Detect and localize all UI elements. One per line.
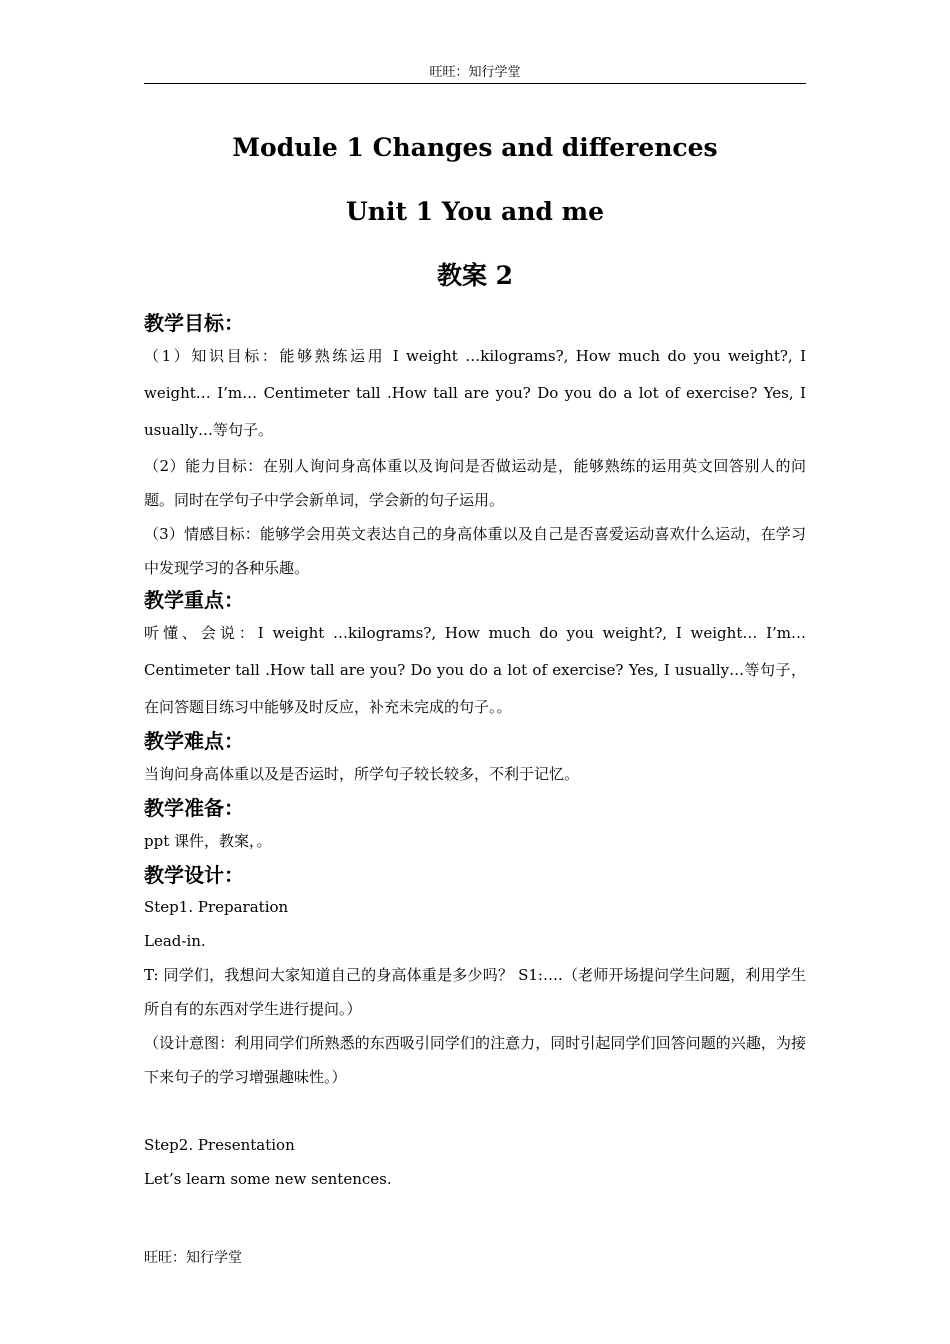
lead-in-label: Lead-in. — [144, 932, 206, 950]
blank-line — [144, 1094, 806, 1128]
design-heading: 教学设计： — [144, 863, 244, 887]
header-rule — [144, 83, 806, 84]
difficulties-text: 当询问身高体重以及是否运时，所学句子较长较多，不利于记忆。 — [144, 765, 580, 783]
step1-label: Step1. Preparation — [144, 898, 289, 916]
page-header: 旺旺：知行学堂 — [429, 65, 521, 80]
teacher-question: T: 同学们，我想问大家知道自己的身高体重是多少吗？ S1:….（老师开场提问学生问题，利用学生所自有的东西对学生进行提问。） — [144, 966, 806, 1018]
document-body — [144, 128, 806, 1196]
page-footer: 旺旺：知行学堂 — [144, 1250, 242, 1266]
design-intent: （设计意图：利用同学们所熟悉的东西吸引同学们的注意力，同时引起同学们回答问题的兴趣，为接下来句子的学习增强趣味性。） — [144, 1034, 806, 1086]
step2-label: Step2. Presentation — [144, 1136, 295, 1154]
preparation-text: ppt 课件，教案，。 — [144, 832, 272, 850]
objectives-heading: 教学目标： — [144, 311, 244, 335]
preparation-heading: 教学准备： — [144, 796, 244, 820]
objective-knowledge: （1）知识目标：能够熟练运用 I weight …kilograms?, How much do you weight?, I weight… I’m… Centimeter tall .How tall are you? Do you do a lot of exercise? Yes, I usually…等句子。 — [144, 347, 806, 439]
objective-ability: （2）能力目标：在别人询问身高体重以及询问是否做运动是，能够熟练的运用英文回答别人的问题。同时在学句子中学会新单词，学会新的句子运用。 — [144, 457, 806, 509]
key-points-text: 听懂、会说：I weight …kilograms?, How much do you weight?, I weight… I’m… Centimeter tall .How tall are you? Do you do a lot of exercise? Yes, I usually…等句子，在问答题目练习中能够及时反应，补充未完成的句子。。 — [144, 624, 806, 716]
module-title: Module 1 Changes and differences — [232, 133, 718, 162]
learn-sentences: Let’s learn some new sentences. — [144, 1170, 392, 1188]
difficulties-heading: 教学难点： — [144, 729, 244, 753]
key-points-heading: 教学重点： — [144, 588, 244, 612]
unit-title: Unit 1 You and me — [346, 197, 604, 226]
lesson-title: 教案 2 — [436, 261, 514, 290]
objective-emotion: （3）情感目标：能够学会用英文表达自己的身高体重以及自己是否喜爱运动喜欢什么运动，在学习中发现学习的各种乐趣。 — [144, 525, 806, 577]
